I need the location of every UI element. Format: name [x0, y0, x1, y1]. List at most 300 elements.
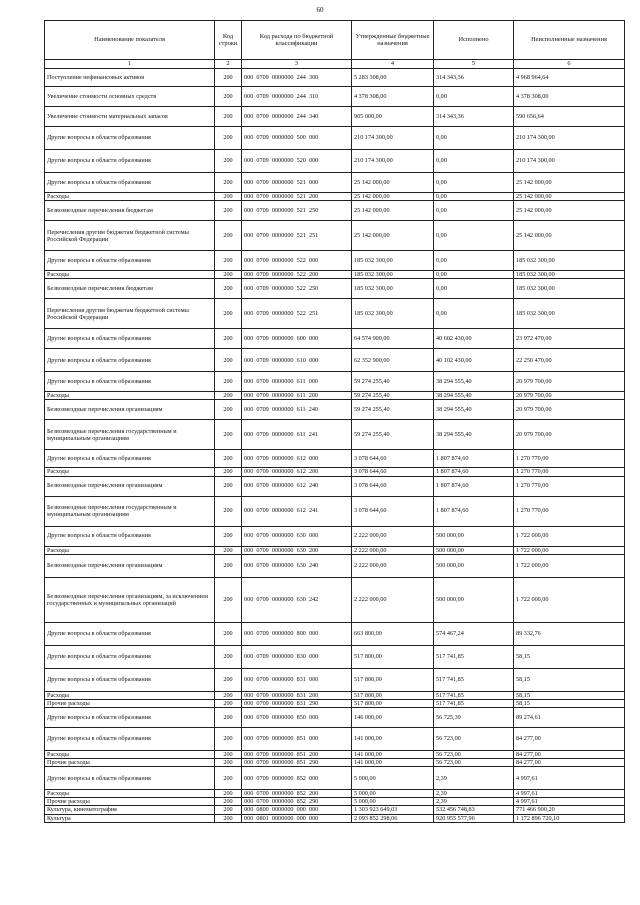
row-name: Культура: [45, 814, 215, 822]
row-unexecuted: 84 277,00: [514, 759, 625, 767]
row-approved: 1 303 923 649,03: [352, 806, 434, 814]
row-classification: 000 0709 0000000 612 240: [242, 476, 352, 496]
table-row: [45, 790, 625, 798]
row-name: Другие вопросы в области образования: [45, 349, 215, 372]
page-number: 60: [316, 6, 324, 14]
row-classification: 000 0709 0000000 630 242: [242, 577, 352, 622]
row-executed: 2,39: [434, 798, 514, 806]
table-row: [45, 806, 625, 814]
row-code: 200: [215, 554, 242, 577]
row-executed: 38 294 555,40: [434, 392, 514, 400]
row-code: 200: [215, 372, 242, 392]
row-code: 200: [215, 750, 242, 758]
row-unexecuted: 25 142 000,00: [514, 193, 625, 201]
row-name: Безвозмездные перечисления бюджетам: [45, 201, 215, 221]
row-name: Другие вопросы в области образования: [45, 372, 215, 392]
row-name: Прочие расходы: [45, 759, 215, 767]
row-name: Расходы: [45, 392, 215, 400]
header-executed: Исполнено: [434, 21, 514, 60]
row-code: 200: [215, 193, 242, 201]
row-unexecuted: 210 174 300,00: [514, 127, 625, 150]
row-code: 200: [215, 790, 242, 798]
row-name: Расходы: [45, 750, 215, 758]
row-code: 200: [215, 622, 242, 645]
row-unexecuted: 58,15: [514, 699, 625, 707]
table-row: [45, 526, 625, 546]
row-unexecuted: 4 968 964,64: [514, 69, 625, 87]
table-row: [45, 699, 625, 707]
row-name: Безвозмездные перечисления организациям, за исключением государственных и муниципальных организаций: [45, 577, 215, 622]
row-code: 200: [215, 127, 242, 150]
table-row: [45, 87, 625, 107]
row-executed: 0,00: [434, 201, 514, 221]
row-executed: 56 723,00: [434, 759, 514, 767]
row-classification: 000 0800 0000000 000 000: [242, 806, 352, 814]
row-approved: 2 222 000,00: [352, 526, 434, 546]
table-row: [45, 329, 625, 349]
table-row: [45, 221, 625, 251]
row-code: 200: [215, 150, 242, 173]
row-unexecuted: 4 378 308,00: [514, 87, 625, 107]
row-unexecuted: 58,15: [514, 645, 625, 668]
row-classification: 000 0709 0000000 852 290: [242, 798, 352, 806]
row-code: 200: [215, 450, 242, 468]
table-row: [45, 668, 625, 691]
table-row: [45, 193, 625, 201]
row-name: Другие вопросы в области образования: [45, 645, 215, 668]
row-approved: 141 000,00: [352, 750, 434, 758]
row-name: Перечисления другим бюджетам бюджетной системы Российской Федерации: [45, 299, 215, 329]
table-row: [45, 150, 625, 173]
table-row: [45, 468, 625, 476]
row-name: Поступление нефинансовых активов: [45, 69, 215, 87]
row-name: Другие вопросы в области образования: [45, 450, 215, 468]
row-executed: 314 343,36: [434, 69, 514, 87]
row-executed: 56 723,00: [434, 727, 514, 750]
row-unexecuted: 84 277,00: [514, 750, 625, 758]
row-name: Безвозмездные перечисления организациям: [45, 400, 215, 420]
row-approved: 3 078 644,60: [352, 468, 434, 476]
row-executed: 40 102 430,00: [434, 349, 514, 372]
row-classification: 000 0709 0000000 852 200: [242, 790, 352, 798]
row-unexecuted: 185 032 300,00: [514, 271, 625, 279]
budget-report-table: [44, 20, 625, 823]
table-row: [45, 349, 625, 372]
row-classification: 000 0709 0000000 522 200: [242, 271, 352, 279]
row-classification: 000 0709 0000000 244 340: [242, 107, 352, 127]
row-classification: 000 0709 0000000 612 241: [242, 496, 352, 526]
row-unexecuted: 20 979 700,00: [514, 400, 625, 420]
header-classification: Код расхода по бюджетной классификации: [242, 21, 352, 60]
table-row: [45, 622, 625, 645]
row-approved: 2 222 000,00: [352, 577, 434, 622]
row-approved: 905 000,00: [352, 107, 434, 127]
row-name: Другие вопросы в области образования: [45, 251, 215, 271]
row-executed: 40 602 430,00: [434, 329, 514, 349]
row-executed: 500 000,00: [434, 526, 514, 546]
row-code: 200: [215, 727, 242, 750]
row-executed: 920 955 577,96: [434, 814, 514, 822]
row-unexecuted: 1 270 770,00: [514, 476, 625, 496]
row-executed: 517 741,85: [434, 645, 514, 668]
row-classification: 000 0709 0000000 522 251: [242, 299, 352, 329]
table-row: [45, 767, 625, 790]
row-code: 200: [215, 400, 242, 420]
row-executed: 1 807 874,60: [434, 450, 514, 468]
row-executed: 517 741,85: [434, 691, 514, 699]
row-approved: 64 574 900,00: [352, 329, 434, 349]
row-unexecuted: 23 972 470,00: [514, 329, 625, 349]
row-executed: 500 000,00: [434, 554, 514, 577]
row-approved: 4 378 308,00: [352, 87, 434, 107]
row-executed: 574 467,24: [434, 622, 514, 645]
row-executed: 314 343,36: [434, 107, 514, 127]
table-row: [45, 577, 625, 622]
row-approved: 62 352 900,00: [352, 349, 434, 372]
row-code: 200: [215, 201, 242, 221]
row-classification: 000 0709 0000000 500 000: [242, 127, 352, 150]
row-classification: 000 0709 0000000 612 200: [242, 468, 352, 476]
row-unexecuted: 25 142 000,00: [514, 201, 625, 221]
row-name: Безвозмездные перечисления организациям: [45, 476, 215, 496]
row-classification: 000 0709 0000000 630 000: [242, 526, 352, 546]
row-approved: 59 274 255,40: [352, 400, 434, 420]
row-code: 200: [215, 221, 242, 251]
header-row: [45, 21, 625, 60]
row-code: 200: [215, 299, 242, 329]
row-executed: 0,00: [434, 299, 514, 329]
table-row: [45, 420, 625, 450]
row-code: 200: [215, 476, 242, 496]
row-name: Перечисления другим бюджетам бюджетной системы Российской Федерации: [45, 221, 215, 251]
row-approved: 5 283 308,00: [352, 69, 434, 87]
table-row: [45, 372, 625, 392]
row-classification: 000 0709 0000000 611 000: [242, 372, 352, 392]
row-approved: 5 000,00: [352, 767, 434, 790]
column-number: 4: [352, 60, 434, 69]
row-code: 200: [215, 496, 242, 526]
row-unexecuted: 4 997,61: [514, 767, 625, 790]
row-code: 200: [215, 279, 242, 299]
row-name: Другие вопросы в области образования: [45, 127, 215, 150]
row-classification: 000 0709 0000000 611 200: [242, 392, 352, 400]
row-approved: 210 174 300,00: [352, 150, 434, 173]
row-approved: 25 142 000,00: [352, 221, 434, 251]
row-code: 200: [215, 707, 242, 727]
row-code: 200: [215, 759, 242, 767]
column-number: 3: [242, 60, 352, 69]
row-executed: 56 725,39: [434, 707, 514, 727]
row-approved: 2 222 000,00: [352, 546, 434, 554]
row-code: 200: [215, 767, 242, 790]
row-name: Прочие расходы: [45, 798, 215, 806]
table-row: [45, 750, 625, 758]
row-executed: 0,00: [434, 127, 514, 150]
table-row: [45, 496, 625, 526]
row-classification: 000 0709 0000000 610 000: [242, 349, 352, 372]
row-classification: 000 0709 0000000 244 310: [242, 87, 352, 107]
row-executed: 500 000,00: [434, 546, 514, 554]
row-name: Другие вопросы в области образования: [45, 668, 215, 691]
row-name: Другие вопросы в области образования: [45, 526, 215, 546]
table-row: [45, 400, 625, 420]
table-row: [45, 299, 625, 329]
row-approved: 141 000,00: [352, 759, 434, 767]
row-classification: 000 0709 0000000 521 200: [242, 193, 352, 201]
row-executed: 0,00: [434, 279, 514, 299]
row-classification: 000 0709 0000000 611 240: [242, 400, 352, 420]
row-classification: 000 0709 0000000 630 200: [242, 546, 352, 554]
row-approved: 185 032 300,00: [352, 279, 434, 299]
header-name: Наименование показателя: [45, 21, 215, 60]
row-classification: 000 0709 0000000 851 200: [242, 750, 352, 758]
row-unexecuted: 20 979 700,00: [514, 372, 625, 392]
row-unexecuted: 1 270 770,00: [514, 450, 625, 468]
row-approved: 517 800,00: [352, 699, 434, 707]
row-approved: 3 078 644,60: [352, 476, 434, 496]
row-approved: 59 274 255,40: [352, 392, 434, 400]
row-name: Другие вопросы в области образования: [45, 727, 215, 750]
row-classification: 000 0709 0000000 521 000: [242, 173, 352, 193]
row-approved: 185 032 300,00: [352, 299, 434, 329]
row-approved: 2 093 852 298,06: [352, 814, 434, 822]
row-name: Расходы: [45, 691, 215, 699]
row-approved: 25 142 000,00: [352, 193, 434, 201]
table-row: [45, 814, 625, 822]
table-row: [45, 546, 625, 554]
header-code: Код строки: [215, 21, 242, 60]
row-code: 200: [215, 546, 242, 554]
column-number: 2: [215, 60, 242, 69]
row-unexecuted: 771 466 900,20: [514, 806, 625, 814]
row-executed: 0,00: [434, 193, 514, 201]
row-name: Расходы: [45, 193, 215, 201]
row-name: Другие вопросы в области образования: [45, 707, 215, 727]
row-approved: 2 222 000,00: [352, 554, 434, 577]
row-name: Другие вопросы в области образования: [45, 173, 215, 193]
row-unexecuted: 58,15: [514, 668, 625, 691]
row-code: 200: [215, 69, 242, 87]
row-approved: 146 000,00: [352, 707, 434, 727]
row-executed: 0,00: [434, 251, 514, 271]
table-row: [45, 691, 625, 699]
row-name: Расходы: [45, 468, 215, 476]
row-classification: 000 0709 0000000 831 200: [242, 691, 352, 699]
row-executed: 517 741,85: [434, 699, 514, 707]
table-row: [45, 173, 625, 193]
row-name: Культура, кинематография: [45, 806, 215, 814]
row-unexecuted: 22 250 470,00: [514, 349, 625, 372]
row-executed: 1 807 874,60: [434, 496, 514, 526]
row-code: 200: [215, 107, 242, 127]
row-classification: 000 0801 0000000 000 000: [242, 814, 352, 822]
row-executed: 0,00: [434, 221, 514, 251]
row-approved: 185 032 300,00: [352, 251, 434, 271]
row-unexecuted: 4 997,61: [514, 798, 625, 806]
header-unexecuted: Неисполненные назначения: [514, 21, 625, 60]
row-approved: 25 142 000,00: [352, 201, 434, 221]
table-row: [45, 127, 625, 150]
table-row: [45, 727, 625, 750]
row-executed: 2,39: [434, 790, 514, 798]
row-executed: 38 294 555,40: [434, 420, 514, 450]
row-name: Безвозмездные перечисления государственным и муниципальным организациям: [45, 420, 215, 450]
row-executed: 2,39: [434, 767, 514, 790]
row-unexecuted: 1 722 000,00: [514, 554, 625, 577]
row-unexecuted: 89 274,61: [514, 707, 625, 727]
row-unexecuted: 590 656,64: [514, 107, 625, 127]
row-code: 200: [215, 420, 242, 450]
row-classification: 000 0709 0000000 851 290: [242, 759, 352, 767]
row-code: 200: [215, 468, 242, 476]
table-row: [45, 279, 625, 299]
table-row: [45, 450, 625, 468]
row-executed: 0,00: [434, 271, 514, 279]
row-classification: 000 0709 0000000 830 000: [242, 645, 352, 668]
row-unexecuted: 1 722 000,00: [514, 546, 625, 554]
row-classification: 000 0709 0000000 521 250: [242, 201, 352, 221]
row-code: 200: [215, 806, 242, 814]
row-classification: 000 0709 0000000 520 000: [242, 150, 352, 173]
row-code: 200: [215, 392, 242, 400]
row-approved: 59 274 255,40: [352, 420, 434, 450]
row-approved: 141 000,00: [352, 727, 434, 750]
row-executed: 38 294 555,40: [434, 372, 514, 392]
row-unexecuted: 20 979 700,00: [514, 392, 625, 400]
row-executed: 0,00: [434, 87, 514, 107]
row-name: Другие вопросы в области образования: [45, 767, 215, 790]
row-classification: 000 0709 0000000 612 000: [242, 450, 352, 468]
row-unexecuted: 25 142 000,00: [514, 173, 625, 193]
row-approved: 3 078 644,60: [352, 450, 434, 468]
row-name: Увеличение стоимости основных средств: [45, 87, 215, 107]
row-classification: 000 0709 0000000 521 251: [242, 221, 352, 251]
table-row: [45, 707, 625, 727]
row-code: 200: [215, 668, 242, 691]
row-approved: 3 078 644,60: [352, 496, 434, 526]
row-approved: 5 000,00: [352, 790, 434, 798]
table-row: [45, 201, 625, 221]
row-classification: 000 0709 0000000 522 250: [242, 279, 352, 299]
row-approved: 210 174 300,00: [352, 127, 434, 150]
table-row: [45, 476, 625, 496]
row-name: Другие вопросы в области образования: [45, 150, 215, 173]
table-row: [45, 554, 625, 577]
row-approved: 517 800,00: [352, 691, 434, 699]
row-unexecuted: 1 270 770,00: [514, 496, 625, 526]
row-unexecuted: 1 722 000,00: [514, 577, 625, 622]
row-approved: 663 800,00: [352, 622, 434, 645]
table-row: [45, 392, 625, 400]
row-classification: 000 0709 0000000 831 000: [242, 668, 352, 691]
row-classification: 000 0709 0000000 852 000: [242, 767, 352, 790]
column-number: 1: [45, 60, 215, 69]
row-executed: 1 807 874,60: [434, 468, 514, 476]
row-name: Безвозмездные перечисления организациям: [45, 554, 215, 577]
column-number: 6: [514, 60, 625, 69]
row-classification: 000 0709 0000000 800 000: [242, 622, 352, 645]
row-unexecuted: 185 032 300,00: [514, 279, 625, 299]
row-executed: 1 807 874,60: [434, 476, 514, 496]
row-code: 200: [215, 271, 242, 279]
row-code: 200: [215, 814, 242, 822]
row-unexecuted: 185 032 300,00: [514, 299, 625, 329]
row-unexecuted: 58,15: [514, 691, 625, 699]
row-unexecuted: 25 142 000,00: [514, 221, 625, 251]
row-code: 200: [215, 577, 242, 622]
row-code: 200: [215, 691, 242, 699]
row-unexecuted: 210 174 300,00: [514, 150, 625, 173]
row-classification: 000 0709 0000000 522 000: [242, 251, 352, 271]
row-unexecuted: 84 277,00: [514, 727, 625, 750]
row-name: Безвозмездные перечисления бюджетам: [45, 279, 215, 299]
row-code: 200: [215, 329, 242, 349]
table-row: [45, 271, 625, 279]
row-classification: 000 0709 0000000 851 000: [242, 727, 352, 750]
column-number-row: [45, 60, 625, 69]
row-executed: 0,00: [434, 173, 514, 193]
row-classification: 000 0709 0000000 630 240: [242, 554, 352, 577]
row-code: 200: [215, 699, 242, 707]
row-name: Прочие расходы: [45, 699, 215, 707]
row-unexecuted: 185 032 300,00: [514, 251, 625, 271]
row-code: 200: [215, 798, 242, 806]
row-classification: 000 0709 0000000 831 290: [242, 699, 352, 707]
table-row: [45, 798, 625, 806]
column-number: 5: [434, 60, 514, 69]
row-classification: 000 0709 0000000 611 241: [242, 420, 352, 450]
row-executed: 56 723,00: [434, 750, 514, 758]
row-approved: 517 800,00: [352, 668, 434, 691]
row-executed: 517 741,85: [434, 668, 514, 691]
table-row: [45, 759, 625, 767]
row-name: Другие вопросы в области образования: [45, 622, 215, 645]
table-row: [45, 251, 625, 271]
row-approved: 25 142 000,00: [352, 173, 434, 193]
row-code: 200: [215, 173, 242, 193]
table-body: [45, 69, 625, 823]
row-name: Расходы: [45, 271, 215, 279]
row-approved: 517 800,00: [352, 645, 434, 668]
row-code: 200: [215, 526, 242, 546]
row-executed: 0,00: [434, 150, 514, 173]
row-name: Другие вопросы в области образования: [45, 329, 215, 349]
table-row: [45, 645, 625, 668]
row-classification: 000 0709 0000000 600 000: [242, 329, 352, 349]
row-classification: 000 0709 0000000 850 000: [242, 707, 352, 727]
row-unexecuted: 20 979 700,00: [514, 420, 625, 450]
row-classification: 000 0709 0000000 244 300: [242, 69, 352, 87]
row-name: Расходы: [45, 790, 215, 798]
row-approved: 59 274 255,40: [352, 372, 434, 392]
row-name: Безвозмездные перечисления государственным и муниципальным организациям: [45, 496, 215, 526]
row-executed: 38 294 555,40: [434, 400, 514, 420]
row-code: 200: [215, 645, 242, 668]
row-unexecuted: 1 270 770,00: [514, 468, 625, 476]
row-unexecuted: 1 172 896 720,10: [514, 814, 625, 822]
row-unexecuted: 1 722 000,00: [514, 526, 625, 546]
row-name: Увеличение стоимости материальных запасов: [45, 107, 215, 127]
table-row: [45, 69, 625, 87]
table-row: [45, 107, 625, 127]
row-code: 200: [215, 251, 242, 271]
row-approved: 5 000,00: [352, 798, 434, 806]
row-unexecuted: 89 332,76: [514, 622, 625, 645]
row-executed: 500 000,00: [434, 577, 514, 622]
row-code: 200: [215, 87, 242, 107]
header-approved: Утвержденные бюджетные назначения: [352, 21, 434, 60]
row-unexecuted: 4 997,61: [514, 790, 625, 798]
